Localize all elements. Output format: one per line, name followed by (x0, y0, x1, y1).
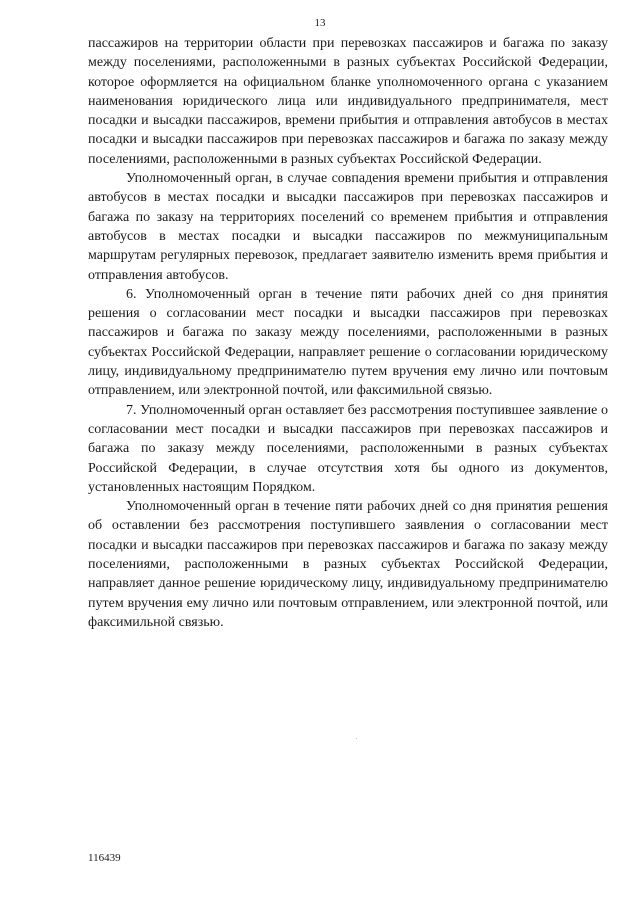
paragraph-continuation: пассажиров на территории области при перевозках пассажиров и багажа по заказу между поселениями, расположенными в разных субъектах Российской Федерации, которое оформляется на официальном бланке уполномоченного органа с указанием наименования юридического лица или индивидуального предпринимателя, мест посадки и высадки пассажиров, времени прибытия и отправления автобусов в местах посадки и высадки пассажиров при перевозках пассажиров и багажа по заказу между поселениями, расположенными в разных субъектах Российской Федерации. (88, 36, 608, 167)
page-number: 13 (314, 17, 326, 29)
paragraph-time-conflict: Уполномоченный орган, в случае совпадения времени прибытия и отправления автобусов в местах посадки и высадки пассажиров при перевозках пассажиров и багажа по заказу на территориях поселений со временем прибытия и отправления автобусов в местах посадки и высадки пассажиров по межмуниципальным маршрутам регулярных перевозок, предлагает заявителю изменить время прибытия и отправления автобусов. (88, 171, 608, 283)
paragraph-item-6: 6. Уполномоченный орган в течение пяти рабочих дней со дня принятия решения о согласовании мест посадки и высадки пассажиров при перевозках пассажиров и багажа по заказу между поселениями, расположенными в разных субъектах Российской Федерации, направляет решение о согласовании юридическому лицу, индивидуальному предпринимателю путем вручения ему лично или почтовым отправлением, или электронной почтой, или факсимильной связью. (88, 286, 608, 399)
paragraph-rejection-notice: Уполномоченный орган в течение пяти рабочих дней со дня принятия решения об оставлении без рассмотрения поступившего заявления о согласовании мест посадки и высадки пассажиров при перевозках пассажиров и багажа по заказу между поселениями, расположенными в разных субъектах Российской Федерации, направляет данное решение юридическому лицу, индивидуальному предпринимателю путем вручения ему лично или почтовым отправлением, или электронной почтой, или факсимильной связью. (88, 499, 608, 630)
scan-speck (356, 738, 357, 739)
footer-document-code: 116439 (88, 852, 121, 864)
paragraph-item-7: 7. Уполномоченный орган оставляет без рассмотрения поступившее заявление о согласовании мест посадки и высадки пассажиров при перевозках пассажиров и багажа по заказу между поселениями, расположенными в разных субъектах Российской Федерации, в случае отсутствия хотя бы одного из документов, установленных настоящим Порядком. (88, 402, 608, 495)
document-body (88, 34, 608, 632)
